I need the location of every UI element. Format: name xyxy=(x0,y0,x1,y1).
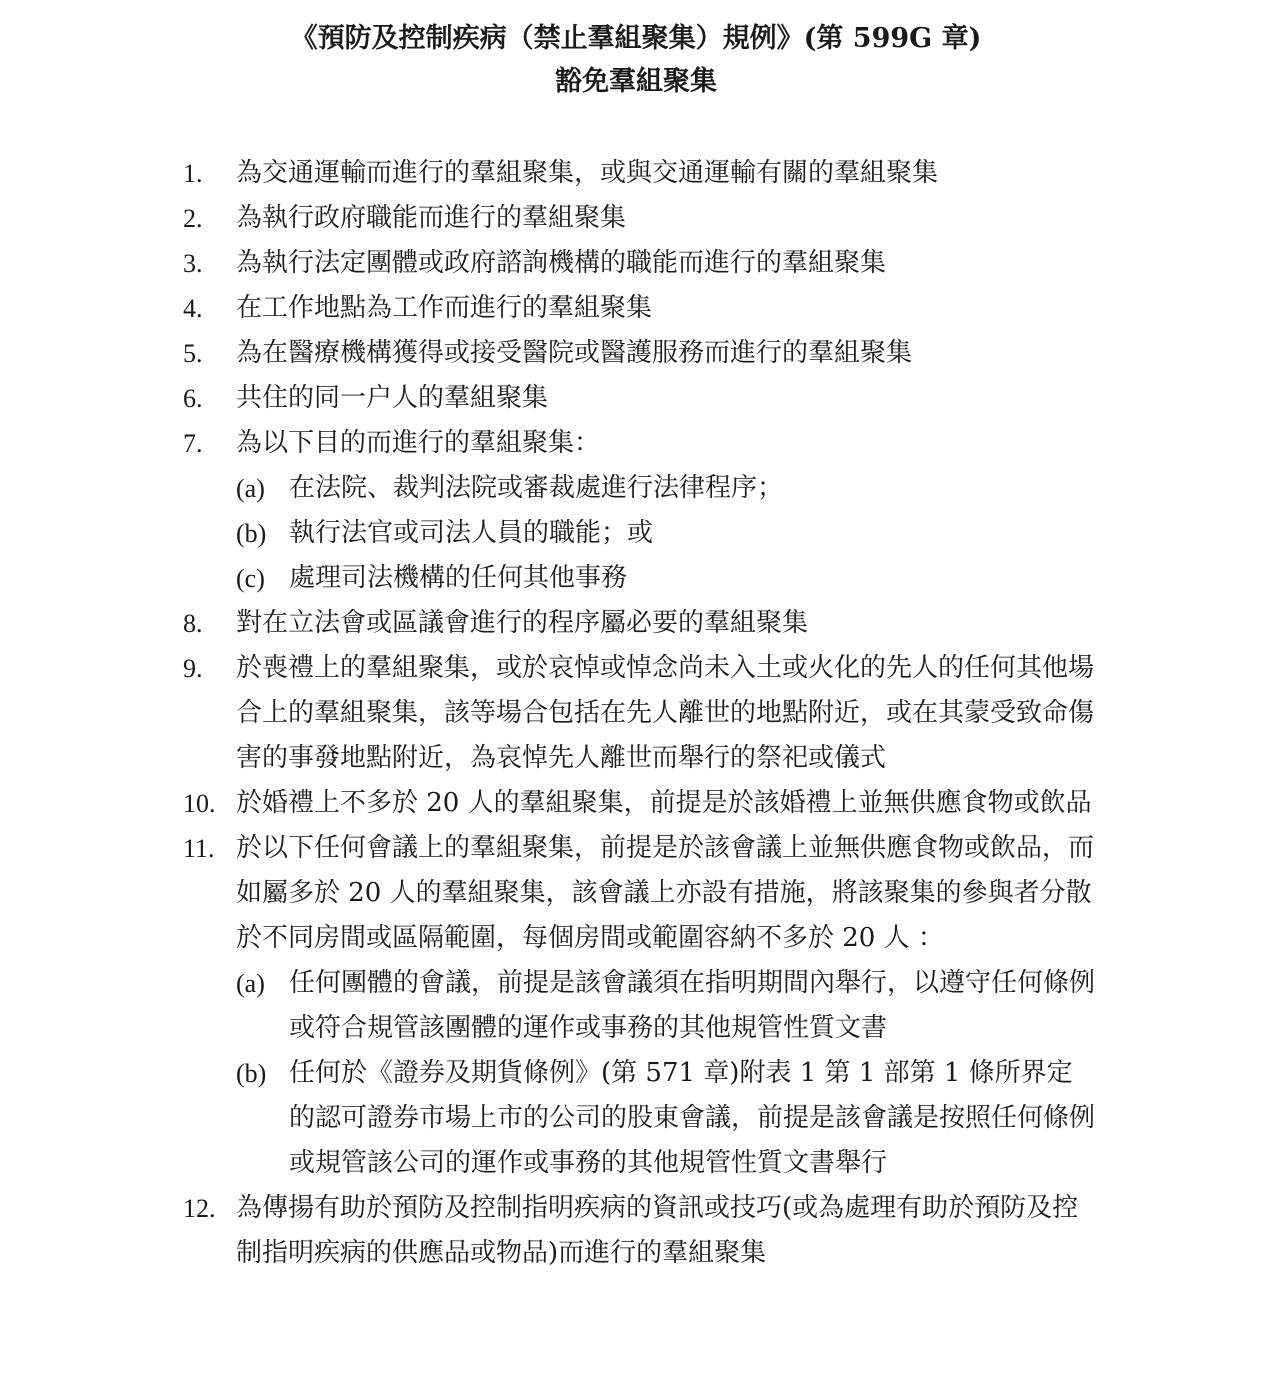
item-text: 於婚禮上不多於 20 人的羣組聚集，前提是於該婚禮上並無供應食物或飲品 xyxy=(236,788,1092,818)
sub-item-text: 執行法官或司法人員的職能；或 xyxy=(289,518,654,548)
item-body xyxy=(236,151,1096,196)
list-item xyxy=(183,286,1123,331)
item-text: 對在立法會或區議會進行的程序屬必要的羣組聚集 xyxy=(236,608,809,638)
list-item xyxy=(183,241,1123,286)
list-item xyxy=(183,421,1123,601)
list-item xyxy=(183,646,1123,781)
item-number: 8. xyxy=(183,609,203,638)
item-text: 為在醫療機構獲得或接受醫院或醫護服務而進行的羣組聚集 xyxy=(236,338,913,368)
sub-list-item xyxy=(236,511,1096,556)
list-item xyxy=(183,601,1123,646)
item-body xyxy=(236,421,1096,601)
item-number: 9. xyxy=(183,654,203,683)
item-number: 1. xyxy=(183,159,203,188)
sub-item-text: 任何於《證券及期貨條例》(第 571 章)附表 1 第 1 部第 1 條所界定的認可證券市場上市的公司的股東會議，前提是該會議是按照任何條例或規管該公司的運作或事務的其他規管性質文書舉行 xyxy=(289,1058,1096,1178)
list-item xyxy=(183,1186,1123,1276)
sub-item-label: (c) xyxy=(236,564,265,593)
item-number: 3. xyxy=(183,249,203,278)
item-text: 為交通運輸而進行的羣組聚集，或與交通運輸有關的羣組聚集 xyxy=(236,158,939,188)
sub-list xyxy=(236,466,1096,601)
sub-item-text: 處理司法機構的任何其他事務 xyxy=(289,563,628,593)
sub-list-item xyxy=(236,466,1096,511)
item-number: 10. xyxy=(183,789,216,818)
document-title: 《預防及控制疾病（禁止羣組聚集）規例》(第 599G 章) xyxy=(290,23,982,54)
sub-item-label: (b) xyxy=(236,1059,267,1088)
item-body xyxy=(236,781,1096,826)
sub-list xyxy=(236,961,1096,1186)
list-item xyxy=(183,376,1123,421)
sub-list-item xyxy=(236,556,1096,601)
item-number: 2. xyxy=(183,204,203,233)
sub-item-label: (b) xyxy=(236,519,267,548)
item-text: 共住的同一户人的羣組聚集 xyxy=(236,383,549,413)
item-number: 4. xyxy=(183,294,203,323)
list-item xyxy=(183,331,1123,376)
item-text: 為執行政府職能而進行的羣組聚集 xyxy=(236,203,627,233)
exemption-list xyxy=(183,151,1123,1276)
list-item xyxy=(183,826,1123,1186)
document-subtitle: 豁免羣組聚集 xyxy=(555,66,717,97)
sub-list-item xyxy=(236,1051,1096,1186)
item-text: 在工作地點為工作而進行的羣組聚集 xyxy=(236,293,653,323)
list-item xyxy=(183,781,1123,826)
item-body xyxy=(236,286,1096,331)
item-body xyxy=(236,241,1096,286)
item-text: 於喪禮上的羣組聚集，或於哀悼或悼念尚未入土或火化的先人的任何其他場合上的羣組聚集，該等場合包括在先人離世的地點附近，或在其蒙受致命傷害的事發地點附近，為哀悼先人離世而舉行的祭祀或儀式 xyxy=(236,653,1095,773)
item-body xyxy=(236,331,1096,376)
item-body xyxy=(236,1186,1096,1276)
item-body xyxy=(236,646,1096,781)
item-body xyxy=(236,196,1096,241)
item-body xyxy=(236,601,1096,646)
item-number: 5. xyxy=(183,339,203,368)
sub-item-text: 在法院、裁判法院或審裁處進行法律程序； xyxy=(289,473,784,503)
item-text: 為以下目的而進行的羣組聚集： xyxy=(236,428,601,458)
item-text: 為傳揚有助於預防及控制指明疾病的資訊或技巧(或為處理有助於預防及控制指明疾病的供應品或物品)而進行的羣組聚集 xyxy=(236,1193,1079,1268)
item-number: 7. xyxy=(183,429,203,458)
item-body xyxy=(236,826,1096,1186)
sub-item-label: (a) xyxy=(236,969,265,998)
sub-list-item xyxy=(236,961,1096,1051)
item-body xyxy=(236,376,1096,421)
item-number: 11. xyxy=(183,834,215,863)
item-number: 6. xyxy=(183,384,203,413)
sub-item-label: (a) xyxy=(236,474,265,503)
item-text: 為執行法定團體或政府諮詢機構的職能而進行的羣組聚集 xyxy=(236,248,887,278)
item-text: 於以下任何會議上的羣組聚集，前提是於該會議上並無供應食物或飲品，而如屬多於 20 人的羣組聚集，該會議上亦設有措施，將該聚集的參與者分散於不同房間或區隔範圍，每個房間或範圍容納不多於 20 人 ： xyxy=(236,833,1095,953)
list-item xyxy=(183,151,1123,196)
sub-item-text: 任何團體的會議，前提是該會議須在指明期間內舉行，以遵守任何條例或符合規管該團體的運作或事務的其他規管性質文書 xyxy=(289,968,1096,1043)
list-item xyxy=(183,196,1123,241)
item-number: 12. xyxy=(183,1194,216,1223)
